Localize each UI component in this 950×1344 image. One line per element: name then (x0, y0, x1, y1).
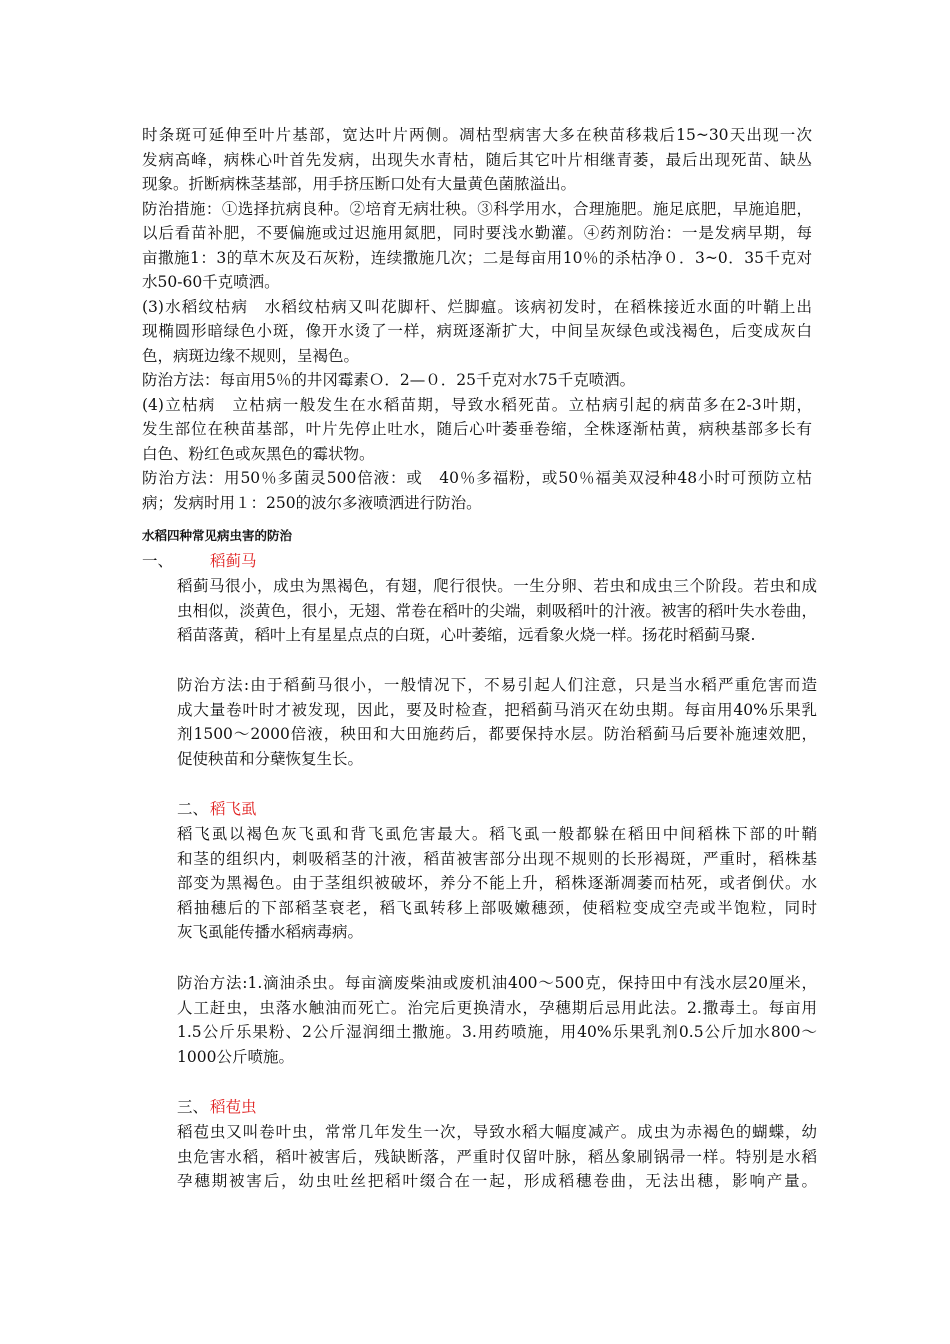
control-method (177, 673, 817, 771)
section-title: 稻蓟马 (210, 552, 257, 570)
text-line: 水50-60千克喷洒。 (142, 273, 280, 291)
section-number: 一、 (142, 552, 174, 570)
text-line: 和茎的组织内，刺吸稻茎的汁液，稻苗被害部分出现不规则的长形褐斑，严重时，稻株基 (177, 849, 817, 868)
text-line: (3)水稻纹枯病 水稻纹枯病又叫花脚杆、烂脚瘟。该病初发时，在稻株接近水面的叶鞘上出 (142, 297, 812, 316)
text-line: 防治方法：用50％多菌灵500倍液：或 40％多福粉，或50％福美双浸种48小时可预防立枯 (142, 469, 812, 487)
text-line: 剂1500～2000倍液，秧田和大田施药后，都要保持水层。防治稻蓟马后要补施速效肥， (177, 725, 817, 743)
section-title: 稻飞虱 (210, 800, 257, 818)
text-line: (4)立枯病 立枯病一般发生在水稻苗期，导致水稻死苗。立枯病引起的病苗多在2-3叶期， (142, 395, 812, 414)
section-number: 三、 (177, 1098, 209, 1116)
text-line: 稻抽穗后的下部稻茎衰老，稻飞虱转移上部吸嫩穗颈，使稻粒变成空壳或半饱粒，同时 (177, 898, 817, 917)
section-description (177, 822, 817, 945)
section-heading: 水稻四种常见病虫害的防治 (142, 528, 293, 543)
section-number: 二、 (177, 800, 209, 818)
section-title: 稻苞虫 (210, 1098, 257, 1116)
text-line: 亩撒施1：3的草木灰及石灰粉，连续撒施几次；二是每亩用10％的杀枯净０．3~0．35千克对 (142, 248, 812, 267)
text-line: 人工赶虫，虫落水触油而死亡。治完后更换清水，孕穗期后忌用此法。2.撒毒土。每亩用 (177, 998, 817, 1017)
text-line: 孕穗期被害后，幼虫吐丝把稻叶缀合在一起，形成稻穗卷曲，无法出穗，影响产量。 (177, 1172, 817, 1190)
text-line: 稻蓟马很小，成虫为黑褐色，有翅，爬行很快。一生分卵、若虫和成虫三个阶段。若虫和成 (177, 577, 817, 595)
text-line: 色，病斑边缘不规则，呈褐色。 (142, 346, 360, 365)
text-line: 1.5公斤乐果粉、2公斤湿润细土撒施。3.用药喷施，用40%乐果乳剂0.5公斤加水800～ (177, 1023, 817, 1041)
text-line: 防治措施：①选择抗病良种。②培育无病壮秧。③科学用水，合理施肥。施足底肥，早施追肥， (142, 199, 812, 218)
text-line: 稻飞虱以褐色灰飞虱和背飞虱危害最大。稻飞虱一般都躲在稻田中间稻株下部的叶鞘 (177, 825, 817, 843)
text-line: 病；发病时用１：250的波尔多液喷洒进行防治。 (142, 493, 482, 512)
text-line: 防治方法:1.滴油杀虫。每亩滴废柴油或废机油400～500克，保持田中有浅水层20厘米， (177, 974, 817, 992)
text-line: 防治方法:由于稻蓟马很小，一般情况下，不易引起人们注意，只是当水稻严重危害而造 (177, 676, 817, 694)
text-line: 灰飞虱能传播水稻病毒病。 (177, 923, 364, 941)
text-line: 虫相似，淡黄色，很小，无翅、常卷在稻叶的尖端，刺吸稻叶的汁液。被害的稻叶失水卷曲， (177, 601, 817, 620)
control-method (177, 971, 817, 1069)
text-line: 稻苞虫又叫卷叶虫，常常几年发生一次，导致水稻大幅度减产。成虫为赤褐色的蝴蝶，幼 (177, 1123, 817, 1141)
text-line: 促使秧苗和分蘖恢复生长。 (177, 749, 364, 768)
text-line: 防治方法：每亩用5％的井冈霉素Ｏ．2—０．25千克对水75千克喷洒。 (142, 371, 636, 389)
text-line: 1000公斤喷施。 (177, 1047, 294, 1066)
text-line: 现象。折断病株茎基部，用手挤压断口处有大量黄色菌脓溢出。 (142, 175, 577, 193)
section-description (177, 1120, 817, 1194)
text-line: 时条斑可延伸至叶片基部，宽达叶片两侧。凋枯型病害大多在秧苗移栽后15~30天出现一次 (142, 126, 812, 144)
text-line: 部变为黑褐色。由于茎组织被破坏，养分不能上升，稻株逐渐凋萎而枯死，或者倒伏。水 (177, 874, 817, 892)
text-line: 虫危害水稻，稻叶被害后，残缺断落，严重时仅留叶脉，稻丛象刷锅帚一样。特别是水稻 (177, 1147, 817, 1166)
text-line: 发生部位在秧苗基部，叶片先停止吐水，随后心叶萎垂卷缩，全株逐渐枯黄，病秧基部多长有 (142, 420, 812, 438)
text-line: 现椭圆形暗绿色小斑，像开水烫了一样，病斑逐渐扩大，中间呈灰绿色或浅褐色，后变成灰白 (142, 322, 812, 340)
text-line: 发病高峰，病株心叶首先发病，出现失水青枯，随后其它叶片相继青萎，最后出现死苗、缺丛 (142, 150, 812, 169)
text-line: 白色、粉红色或灰黑色的霉状物。 (142, 444, 375, 463)
text-line: 以后看苗补肥，不要偏施或过迟施用氮肥，同时要浅水勤灌。④药剂防治：一是发病早期，每 (142, 224, 812, 242)
text-line: 成大量卷叶时才被发现，因此，要及时检查，把稻蓟马消灭在幼虫期。每亩用40%乐果乳 (177, 700, 817, 719)
text-line: 稻苗落黄，稻叶上有星星点点的白斑，心叶萎缩，远看象火烧一样。扬花时稻蓟马聚. (177, 626, 756, 644)
intro-text (142, 123, 812, 515)
section-description (177, 574, 817, 648)
